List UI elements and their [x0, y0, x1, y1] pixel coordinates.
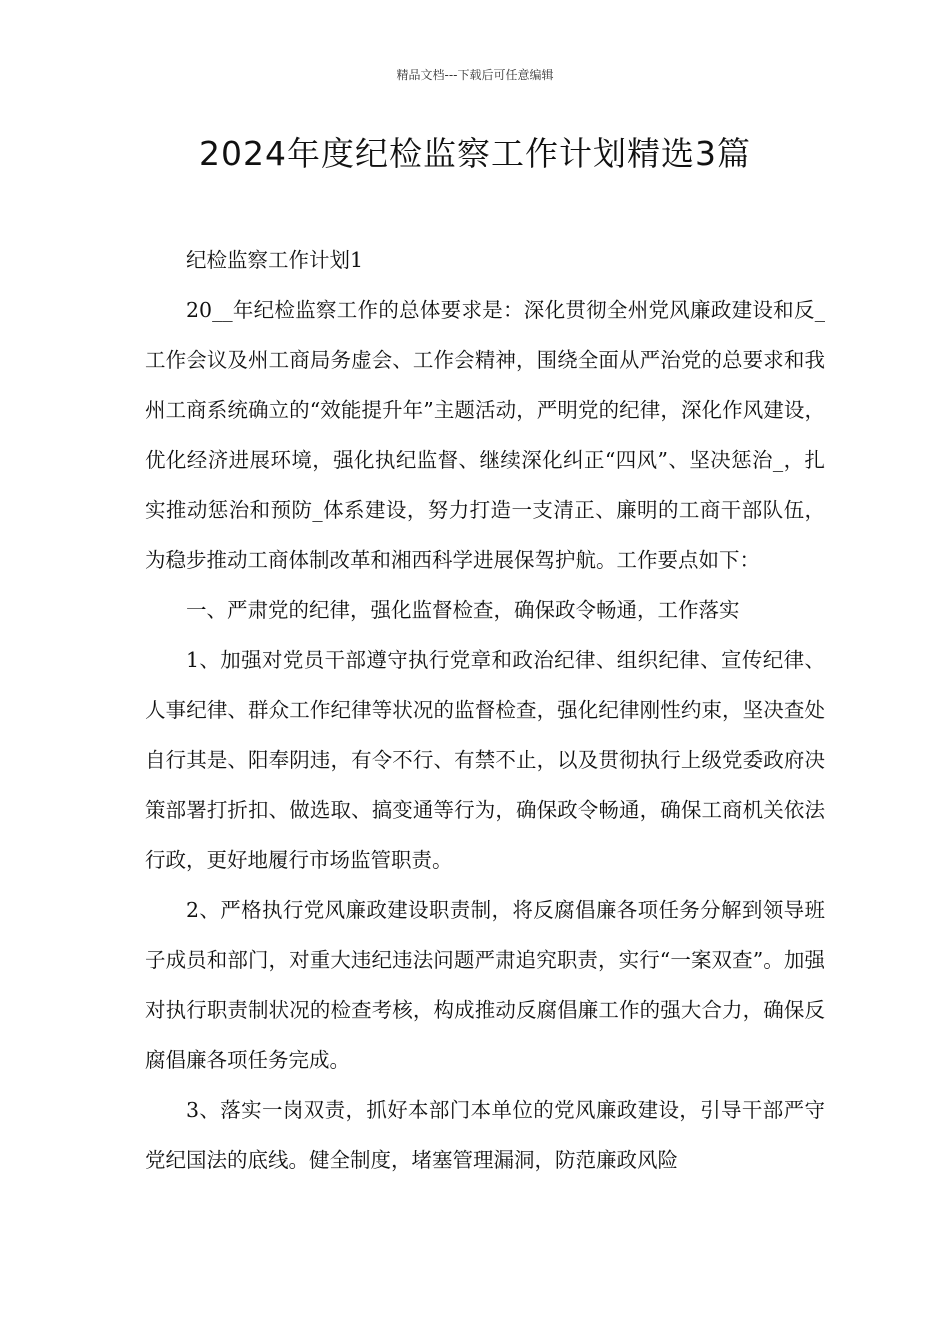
paragraph-item-3: 3、落实一岗双责，抓好本部门本单位的党风廉政建设，引导干部严守党纪国法的底线。健全制度，堵塞管理漏洞，防范廉政风险	[145, 1098, 825, 1172]
paragraph-heading-one: 一、严肃党的纪律，强化监督检查，确保政令畅通，工作落实	[186, 598, 740, 622]
paragraph-item-1: 1、加强对党员干部遵守执行党章和政治纪律、组织纪律、宣传纪律、人事纪律、群众工作纪律等状况的监督检查，强化纪律刚性约束，坚决查处自行其是、阳奉阴违，有令不行、有禁不止，以及贯彻执行上级党委政府决策部署打折扣、做选取、搞变通等行为，确保政令畅通，确保工商机关依法行政，更好地履行市场监管职责。	[145, 648, 825, 872]
paragraph-intro: 20__年纪检监察工作的总体要求是：深化贯彻全州党风廉政建设和反_工作会议及州工商局务虚会、工作会精神，围绕全面从严治党的总要求和我州工商系统确立的“效能提升年”主题活动，严明党的纪律，深化作风建设，优化经济进展环境，强化执纪监督、继续深化纠正“四风”、坚决惩治_，扎实推动惩治和预防_体系建设，努力打造一支清正、廉明的工商干部队伍，为稳步推动工商体制改革和湘西科学进展保驾护航。工作要点如下：	[145, 298, 825, 572]
document-body	[145, 235, 825, 1185]
section-heading: 纪检监察工作计划1	[186, 248, 364, 272]
paragraph-item-2: 2、严格执行党风廉政建设职责制，将反腐倡廉各项任务分解到领导班子成员和部门，对重大违纪违法问题严肃追究职责，实行“一案双查”。加强对执行职责制状况的检查考核，构成推动反腐倡廉工作的强大合力，确保反腐倡廉各项任务完成。	[145, 898, 825, 1072]
header-note: 精品文档---下载后可任意编辑	[396, 68, 554, 82]
document-title: 2024年度纪检监察工作计划精选3篇	[199, 134, 751, 173]
